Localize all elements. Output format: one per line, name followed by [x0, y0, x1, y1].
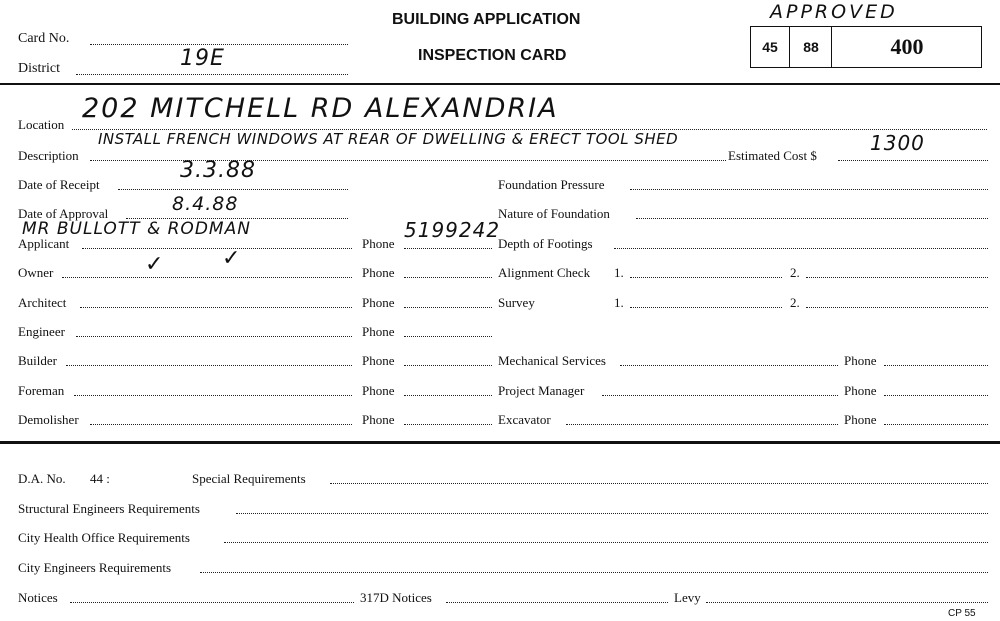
approved-stamp: APPROVED — [770, 1, 898, 23]
estimated-cost-label: Estimated Cost $ — [728, 148, 817, 163]
builder-phone-label: Phone — [362, 353, 395, 368]
location-value: 202 MITCHELL RD ALEXANDRIA — [82, 93, 559, 124]
architect-line — [80, 307, 352, 308]
district-line — [76, 74, 348, 75]
date-approval-label: Date of Approval — [18, 206, 109, 221]
excavator-phone-line — [884, 424, 988, 425]
foreman-label: Foreman — [18, 383, 65, 398]
owner-label: Owner — [18, 265, 54, 280]
alignment-2-label: 2. — [790, 265, 800, 280]
da-no-value: 44 : — [90, 471, 110, 486]
date-receipt-value: 3.3.88 — [180, 158, 256, 183]
card-no-line — [90, 44, 348, 45]
date-receipt-label: Date of Receipt — [18, 177, 100, 192]
notices-line — [70, 602, 354, 603]
survey-2-label: 2. — [790, 295, 800, 310]
special-requirements-line — [330, 483, 988, 484]
title-line-1: BUILDING APPLICATION — [392, 11, 581, 28]
project-manager-label: Project Manager — [498, 383, 585, 398]
reference-box — [750, 26, 982, 68]
demolisher-line — [90, 424, 352, 425]
project-manager-line — [602, 395, 838, 396]
foundation-pressure-line — [630, 189, 988, 190]
foreman-phone-line — [404, 395, 492, 396]
builder-label: Builder — [18, 353, 57, 368]
applicant-value: MR BULLOTT & RODMAN — [22, 219, 251, 239]
survey-label: Survey — [498, 295, 535, 310]
location-label: Location — [18, 117, 65, 132]
demolisher-label: Demolisher — [18, 412, 79, 427]
owner-phone-line — [404, 277, 492, 278]
mechanical-label: Mechanical Services — [498, 353, 606, 368]
foreman-phone-label: Phone — [362, 383, 395, 398]
mechanical-phone-label: Phone — [844, 353, 877, 368]
alignment-check-label: Alignment Check — [498, 265, 591, 280]
city-engineers-label: City Engineers Requirements — [18, 560, 172, 575]
excavator-line — [566, 424, 838, 425]
estimated-cost-value: 1300 — [870, 131, 925, 155]
estimated-cost-line — [838, 160, 988, 161]
alignment-1-label: 1. — [614, 265, 624, 280]
owner-phone-label: Phone — [362, 265, 395, 280]
foundation-pressure-label: Foundation Pressure — [498, 177, 605, 192]
mechanical-line — [620, 365, 838, 366]
notices-317d-line — [446, 602, 668, 603]
survey-1-line — [630, 307, 782, 308]
excavator-phone-label: Phone — [844, 412, 877, 427]
demolisher-phone-label: Phone — [362, 412, 395, 427]
description-label: Description — [18, 148, 79, 163]
form-code: CP 55 — [948, 608, 976, 619]
applicant-label: Applicant — [18, 236, 70, 251]
da-no-label: D.A. No. — [18, 471, 66, 486]
applicant-line — [82, 248, 352, 249]
levy-label: Levy — [674, 590, 701, 605]
architect-label: Architect — [18, 295, 67, 310]
project-manager-phone-line — [884, 395, 988, 396]
engineer-phone-label: Phone — [362, 324, 395, 339]
builder-line — [66, 365, 352, 366]
header-divider — [0, 83, 1000, 85]
applicant-phone-line — [404, 248, 492, 249]
section-divider — [0, 441, 1000, 444]
applicant-phone-value: 5199242 — [404, 218, 501, 242]
nature-foundation-label: Nature of Foundation — [498, 206, 610, 221]
alignment-2-line — [806, 277, 988, 278]
card-no-label: Card No. — [18, 31, 70, 46]
city-engineers-line — [200, 572, 988, 573]
structural-label: Structural Engineers Requirements — [18, 501, 200, 516]
city-health-line — [224, 542, 988, 543]
survey-1-label: 1. — [614, 295, 624, 310]
special-requirements-label: Special Requirements — [192, 471, 306, 486]
project-manager-phone-label: Phone — [844, 383, 877, 398]
levy-line — [706, 602, 988, 603]
survey-2-line — [806, 307, 988, 308]
depth-footings-label: Depth of Footings — [498, 236, 593, 251]
owner-check-2: ✓ — [222, 246, 242, 271]
structural-line — [236, 513, 988, 514]
owner-check-1: ✓ — [145, 252, 165, 277]
alignment-1-line — [630, 277, 782, 278]
box-cell-2: 88 — [791, 27, 832, 67]
notices-label: Notices — [18, 590, 58, 605]
district-value: 19E — [180, 46, 225, 71]
engineer-label: Engineer — [18, 324, 65, 339]
title-line-2: INSPECTION CARD — [418, 47, 567, 64]
foreman-line — [74, 395, 352, 396]
city-health-label: City Health Office Requirements — [18, 530, 190, 545]
demolisher-phone-line — [404, 424, 492, 425]
owner-line — [62, 277, 352, 278]
description-value: INSTALL FRENCH WINDOWS AT REAR OF DWELLING & ERECT TOOL SHED — [98, 130, 679, 148]
applicant-phone-label: Phone — [362, 236, 395, 251]
engineer-phone-line — [404, 336, 492, 337]
architect-phone-line — [404, 307, 492, 308]
notices-317d-label: 317D Notices — [360, 590, 432, 605]
builder-phone-line — [404, 365, 492, 366]
box-cell-3: 400 — [890, 34, 924, 59]
date-receipt-line — [118, 189, 348, 190]
engineer-line — [76, 336, 352, 337]
mechanical-phone-line — [884, 365, 988, 366]
box-cell-1: 45 — [751, 27, 790, 67]
depth-footings-line — [614, 248, 988, 249]
district-label: District — [18, 61, 60, 76]
excavator-label: Excavator — [498, 412, 551, 427]
nature-foundation-line — [636, 218, 988, 219]
date-approval-value: 8.4.88 — [172, 193, 239, 215]
architect-phone-label: Phone — [362, 295, 395, 310]
